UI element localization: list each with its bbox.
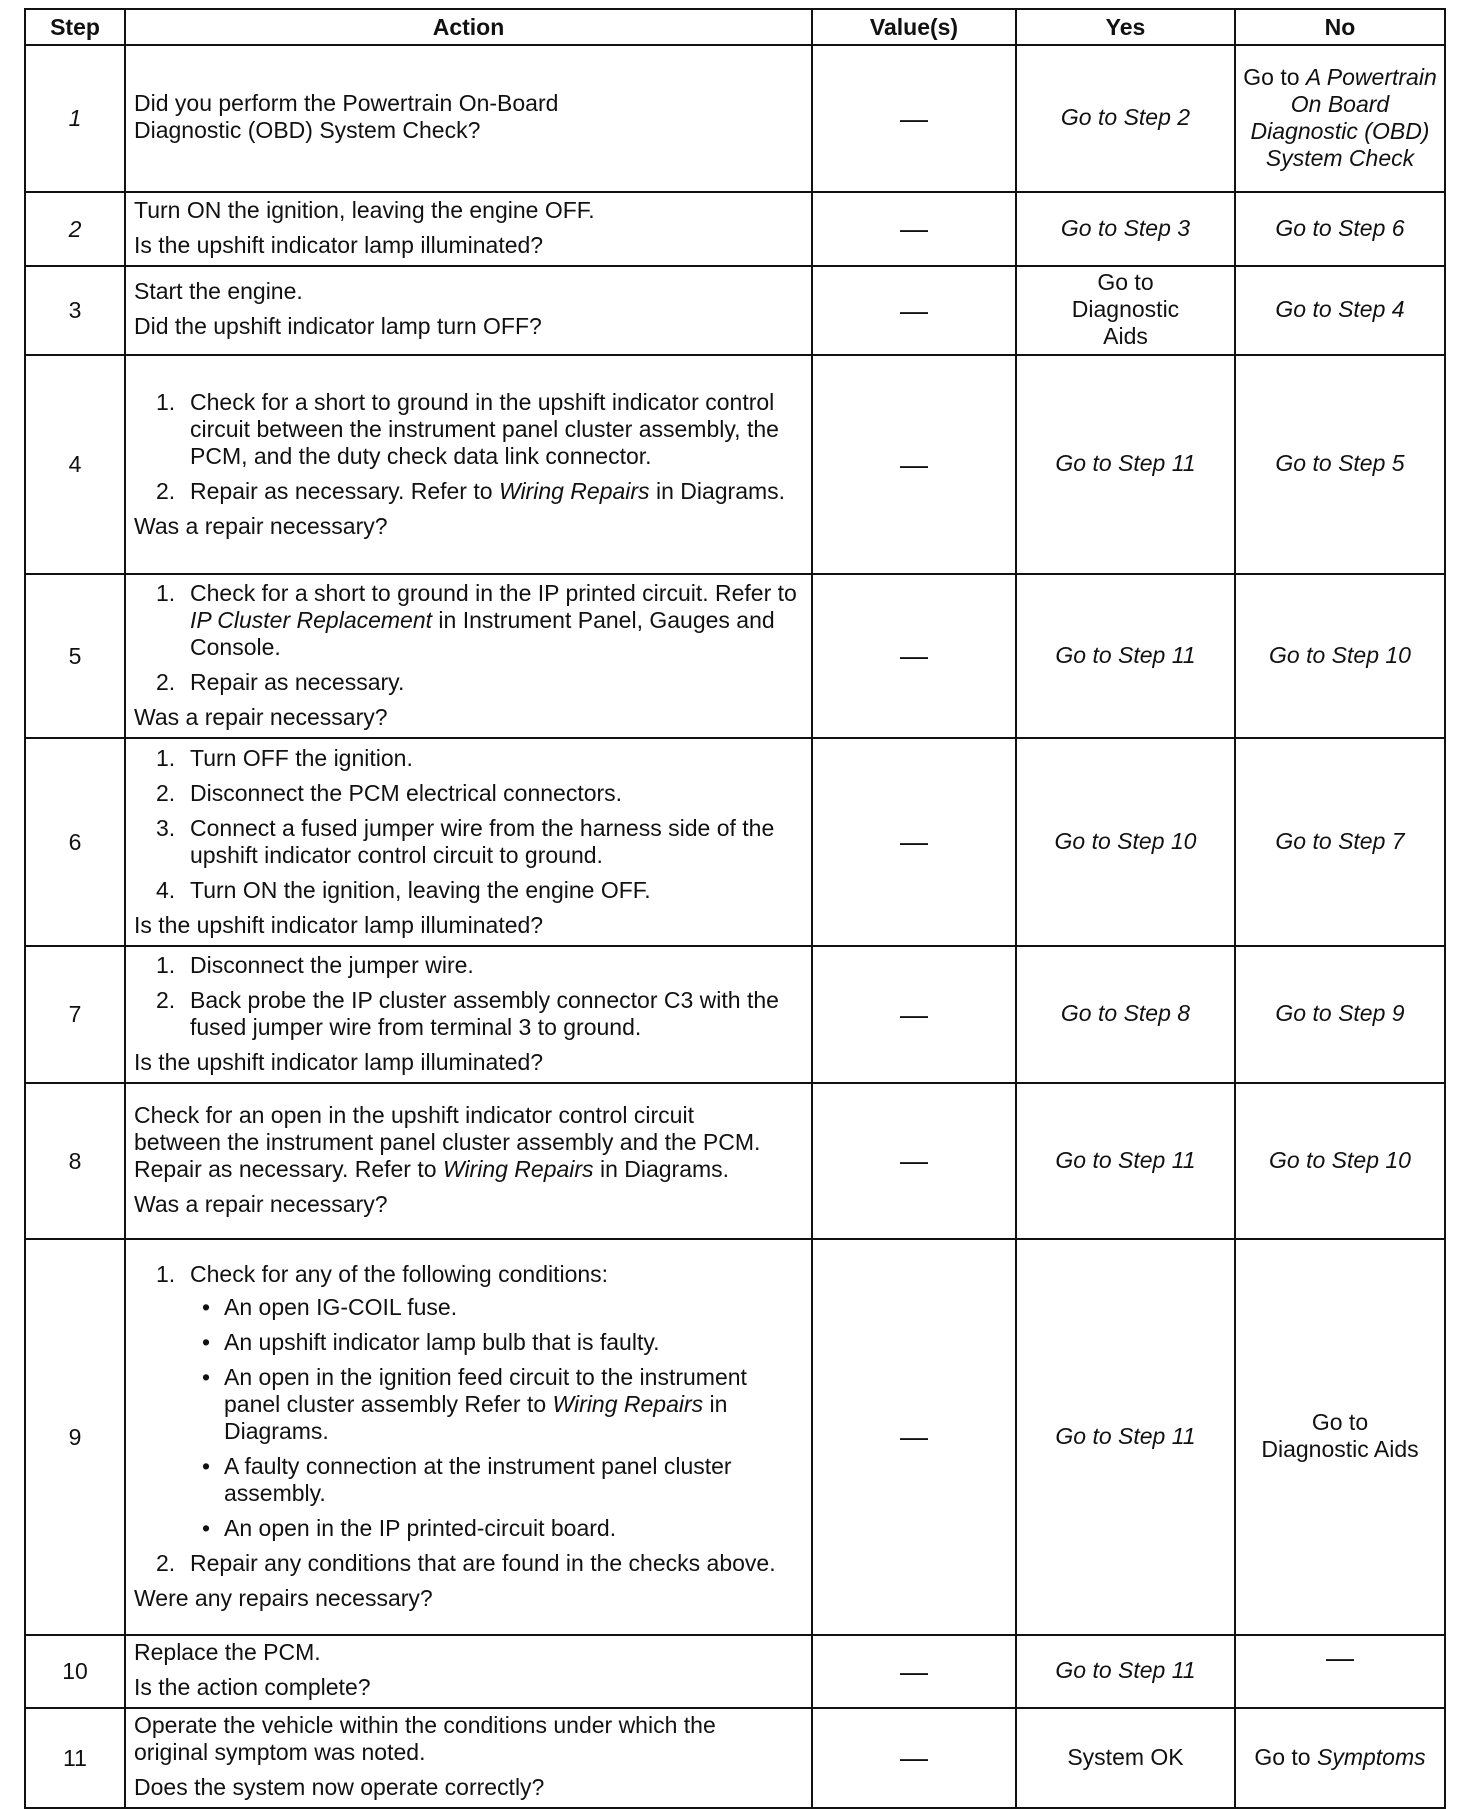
step-number: 7 (25, 946, 125, 1083)
no-result: Go to Step 5 (1235, 355, 1445, 574)
header-step: Step (25, 9, 125, 45)
list-item-text: Repair as necessary. (190, 669, 405, 695)
action-text-part: Check for an open in the upshift indicator control circuit between the instrument panel cluster assembly and the PCM. Repair as necessary. Refer to (134, 1101, 761, 1182)
yes-result: Go to Step 10 (1016, 738, 1235, 946)
yes-result: System OK (1016, 1708, 1235, 1808)
action-text (134, 1102, 774, 1183)
bullet-text: An open IG-COIL fuse. (224, 1294, 458, 1320)
step-number: 11 (25, 1708, 125, 1808)
bullet-item: • A faulty connection at the instrument panel cluster assembly. (202, 1453, 732, 1506)
step-number: 3 (25, 266, 125, 355)
no-result: Go to Step 10 (1235, 574, 1445, 738)
no-result: Go to Step 7 (1235, 738, 1445, 946)
bullet-item: • An open in the ignition feed circuit to the instrument panel cluster assembly Refer to Wiring Repairs in Diagrams. (202, 1364, 747, 1444)
yes-result: Go to Diagnostic Aids (1016, 266, 1235, 355)
table-row (25, 266, 1445, 355)
action-list (134, 1261, 803, 1577)
no-result: — (1235, 1635, 1445, 1708)
header-yes: Yes (1016, 9, 1235, 45)
bullet-text: An open in the ignition feed circuit to the instrument panel cluster assembly Refer to (224, 1364, 747, 1417)
no-result: Go to Step 10 (1235, 1083, 1445, 1239)
reference-link[interactable]: Wiring Repairs (552, 1391, 704, 1417)
value-cell: — (812, 1635, 1016, 1708)
table-row (25, 946, 1445, 1083)
table-row (25, 574, 1445, 738)
list-item-text: Check for a short to ground in the IP printed circuit. Refer to (190, 580, 797, 606)
action-question: Was a repair necessary? (134, 1190, 388, 1217)
action-text: Start the engine. (134, 278, 303, 304)
action-cell (125, 1083, 812, 1239)
list-item-text: Disconnect the jumper wire. (190, 952, 474, 978)
yes-result: Go to Step 8 (1016, 946, 1235, 1083)
action-cell (125, 946, 812, 1083)
step-number: 6 (25, 738, 125, 946)
no-result: Go to Step 9 (1235, 946, 1445, 1083)
step-number: 5 (25, 574, 125, 738)
value-cell: — (812, 946, 1016, 1083)
header-no: No (1235, 9, 1445, 45)
action-text: Operate the vehicle within the conditions under which the original symptom was noted. (134, 1712, 716, 1765)
action-question: Did you perform the Powertrain On-Board Diagnostic (OBD) System Check? (134, 90, 559, 143)
action-list (134, 952, 803, 1041)
action-text: Replace the PCM. (134, 1639, 321, 1665)
no-result: Go to Diagnostic Aids (1235, 1239, 1445, 1635)
table-row (25, 738, 1445, 946)
list-item: 1. Disconnect the jumper wire. (156, 952, 474, 978)
action-cell (125, 574, 812, 738)
reference-link[interactable]: Wiring Repairs (498, 477, 650, 504)
list-item-text: Check for a short to ground in the upshift indicator control circuit between the instrument panel cluster assembly, the PCM, and the duty check data link connector. (190, 388, 779, 469)
yes-result: Go to Step 11 (1016, 1635, 1235, 1708)
reference-link[interactable]: IP Cluster Replacement (190, 607, 433, 633)
value-cell: — (812, 1083, 1016, 1239)
bullet-text: An open in the IP printed-circuit board. (224, 1515, 617, 1541)
step-number: 2 (25, 192, 125, 266)
bullet-item: • An upshift indicator lamp bulb that is faulty. (202, 1329, 660, 1355)
value-cell: — (812, 1239, 1016, 1635)
list-item-text: Disconnect the PCM electrical connectors. (190, 779, 623, 806)
list-item: 1. Check for a short to ground in the IP printed circuit. Refer to IP Cluster Replacement in Instrument Panel, Gauges and Console. (156, 580, 797, 660)
action-question: Is the upshift indicator lamp illuminated? (134, 911, 544, 938)
table-row (25, 45, 1445, 192)
table-row (25, 1083, 1445, 1239)
no-result: Go to Step 4 (1235, 266, 1445, 355)
yes-result: Go to Step 11 (1016, 1239, 1235, 1635)
header-row (25, 9, 1445, 45)
reference-link[interactable]: Wiring Repairs (442, 1155, 594, 1182)
no-result-link[interactable]: Symptoms (1317, 1743, 1426, 1770)
list-item: 4. Turn ON the ignition, leaving the engine OFF. (156, 876, 651, 903)
step-number: 8 (25, 1083, 125, 1239)
value-cell: — (812, 1708, 1016, 1808)
yes-result: Go to Step 2 (1016, 45, 1235, 192)
value-cell: — (812, 574, 1016, 738)
action-question: Was a repair necessary? (134, 704, 388, 730)
value-cell: — (812, 355, 1016, 574)
list-item: 3. Connect a fused jumper wire from the harness side of the upshift indicator control circuit to ground. (156, 814, 775, 868)
list-item: 1. Check for a short to ground in the upshift indicator control circuit between the instrument panel cluster assembly, the PCM, and the duty check data link connector. (156, 388, 779, 469)
value-cell: — (812, 45, 1016, 192)
table-row (25, 1239, 1445, 1635)
no-result (1235, 45, 1445, 192)
bullet-text: in Diagrams. (224, 1391, 728, 1444)
action-list (134, 389, 803, 505)
action-question: Is the upshift indicator lamp illuminated? (134, 1049, 544, 1075)
list-item: 1. Check for any of the following conditions: • An open IG-COIL fuse. • An upshift indicator lamp bulb that is faulty. • An open in the ignition feed circuit to the instrument panel cluster assembly Refer to Wiring Repairs in Diagrams. • A faulty connection at the instrument panel cluster assembly. • An open in the IP printed-circuit board. (134, 1261, 803, 1542)
list-item-text: Repair any conditions that are found in the checks above. (190, 1550, 776, 1576)
no-result-link[interactable]: A Powertrain On Board Diagnostic (OBD) System Check (1250, 63, 1437, 171)
yes-result: Go to Step 3 (1016, 192, 1235, 266)
yes-result: Go to Step 11 (1016, 1083, 1235, 1239)
list-item: 2. Back probe the IP cluster assembly connector C3 with the fused jumper wire from terminal 3 to ground. (156, 987, 779, 1040)
action-question: Is the action complete? (134, 1674, 371, 1700)
list-item: 2. Repair as necessary. (156, 669, 405, 695)
yes-result: Go to Step 11 (1016, 574, 1235, 738)
step-number: 10 (25, 1635, 125, 1708)
action-cell (125, 45, 812, 192)
list-item-text: in Instrument Panel, Gauges and Console. (190, 607, 775, 660)
bullet-text: A faulty connection at the instrument panel cluster assembly. (224, 1453, 732, 1506)
action-text-part: in Diagrams. (593, 1155, 730, 1182)
no-result-prefix: Go to (1243, 63, 1306, 90)
action-question: Does the system now operate correctly? (134, 1774, 545, 1800)
no-result-prefix: Go to (1254, 1743, 1317, 1770)
table-row (25, 1708, 1445, 1808)
action-question: Did the upshift indicator lamp turn OFF? (134, 313, 542, 339)
diagnostic-table (24, 8, 1446, 1809)
list-item: 2. Repair any conditions that are found in the checks above. (156, 1550, 776, 1576)
list-item: 1. Turn OFF the ignition. (156, 744, 413, 771)
condition-list (190, 1294, 803, 1542)
step-number: 4 (25, 355, 125, 574)
value-cell: — (812, 738, 1016, 946)
list-item-text: Turn ON the ignition, leaving the engine OFF. (190, 876, 651, 903)
list-item-text: Back probe the IP cluster assembly connector C3 with the fused jumper wire from terminal 3 to ground. (190, 987, 779, 1040)
action-cell (125, 1708, 812, 1808)
list-item-text: Turn OFF the ignition. (190, 744, 413, 771)
header-action: Action (125, 9, 812, 45)
action-question: Is the upshift indicator lamp illuminated? (134, 231, 544, 258)
list-item-text: in Diagrams. (649, 477, 786, 504)
table-row (25, 1635, 1445, 1708)
header-values: Value(s) (812, 9, 1016, 45)
action-text: Turn ON the ignition, leaving the engine OFF. (134, 196, 595, 223)
action-question: Was a repair necessary? (134, 512, 388, 539)
no-result (1235, 1708, 1445, 1808)
action-cell (125, 355, 812, 574)
action-list (134, 745, 803, 904)
value-cell: — (812, 192, 1016, 266)
action-cell (125, 738, 812, 946)
yes-result: Go to Step 11 (1016, 355, 1235, 574)
action-cell (125, 192, 812, 266)
list-item-text: Connect a fused jumper wire from the harness side of the upshift indicator control circuit to ground. (190, 814, 775, 868)
step-number: 9 (25, 1239, 125, 1635)
list-item-text: Check for any of the following conditions: (190, 1261, 609, 1287)
action-cell (125, 266, 812, 355)
action-cell (125, 1635, 812, 1708)
value-cell: — (812, 266, 1016, 355)
step-number: 1 (25, 45, 125, 192)
list-item: 2. Disconnect the PCM electrical connectors. (156, 779, 623, 806)
table-row (25, 355, 1445, 574)
action-cell (125, 1239, 812, 1635)
bullet-item: • An open IG-COIL fuse. (202, 1294, 458, 1320)
action-question: Were any repairs necessary? (134, 1585, 433, 1611)
bullet-text: An upshift indicator lamp bulb that is faulty. (224, 1329, 660, 1355)
list-item: 2. Repair as necessary. Refer to Wiring Repairs in Diagrams. (156, 477, 786, 504)
list-item-text: Repair as necessary. Refer to (190, 477, 499, 504)
no-result: Go to Step 6 (1235, 192, 1445, 266)
bullet-item: • An open in the IP printed-circuit board. (202, 1515, 617, 1541)
table-row (25, 192, 1445, 266)
action-list (134, 580, 803, 696)
